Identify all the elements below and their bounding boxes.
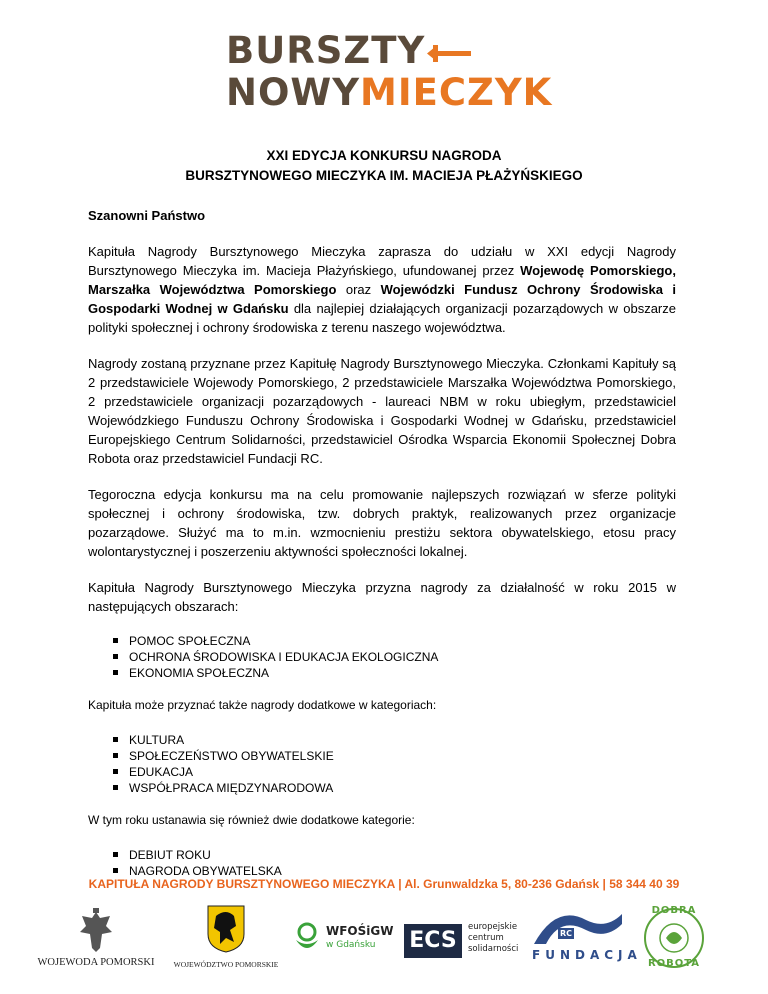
sponsor-logos [0,900,768,980]
list-item: WSPÓŁPRACA MIĘDZYNARODOWA [113,780,676,796]
document-title [0,146,768,186]
logo-wojewodztwo-pomorskie [168,904,284,969]
paragraph-areas-intro: Kapituła Nagrody Bursztynowego Mieczyka przyzna nagrody za działalność w roku 2015 w następujących obszarach: [88,580,676,614]
para1-text-2: oraz [336,282,381,297]
new-categories-list [88,847,676,879]
para1-bold-2: Wojewódzki Fundusz Ochrony Środowiska i Gospodarki Wodnej w Gdańsku [88,282,676,316]
wojewodztwo-label: WOJEWÓDZTWO POMORSKIE [173,960,279,969]
wojewoda-label: WOJEWODA POMORSKI [37,957,155,968]
wfosigw-name: WFOŚiGW [326,924,394,938]
greeting-text: Szanowni Państwo [88,208,206,223]
logo-dobra-robota [642,904,706,972]
list-item: KULTURA [113,732,676,748]
polish-eagle-icon [76,908,116,954]
logo-text-mieczyk: MIECZYK [360,71,553,114]
title-line-2: BURSZTYNOWEGO MIECZYKA IM. MACIEJA PŁAŻYŃSKIEGO [185,168,583,183]
list-item: NAGRODA OBYWATELSKA [113,863,676,879]
para1-text-1: Kapituła Nagrody Bursztynowego Mieczyka zaprasza do udziału w XXI edycji Nagrody Bursztynowego Mieczyka im. Macieja Płażyńskiego, ufundowanej przez [88,244,676,278]
paragraph-jury: Nagrody zostaną przyznane przez Kapitułę Nagrody Bursztynowego Mieczyka. Członkami Kapituły są 2 przedstawiciele Wojewody Pomorskiego, 2 przedstawiciele Marszałka Województwa Pomorskiego, 2 przedstawiciele organizacji pozarządowych - laureaci NBM w roku ubiegłym, przedstawiciel Wojewódzkiego Funduszu Ochrony Środowiska i Gospodarki Wodnej w Gdańsku, przedstawiciel Europejskiego Centrum Solidarności, przedstawiciel Ośrodka Wsparcia Ekonomii Społecznej Dobra Robota oraz przedstawiciel Fundacji RC. [88,356,676,466]
areas-list [88,633,676,681]
dobra-label: DOBRA [651,905,697,916]
list-item: EDUKACJA [113,764,676,780]
logo-fundacja-rc [524,910,642,966]
paragraph-invitation [88,242,676,337]
robota-label: ROBOTA [647,958,701,969]
fundacja-label: FUNDACJA [532,948,642,962]
ecs-text [468,922,518,955]
list-item: EKONOMIA SPOŁECZNA [113,665,676,681]
footer-contact: KAPITUŁA NAGRODY BURSZTYNOWEGO MIECZYKA | Al. Grunwaldzka 5, 80-236 Gdańsk | 58 344 40 39 [88,877,680,891]
ecs-line-3: solidarności [468,944,519,954]
list-item: DEBIUT ROKU [113,847,676,863]
logo-text-line1: BURSZTY [226,29,426,72]
wfosigw-city: w Gdańsku [326,940,376,950]
ecs-mark: ECS [404,924,462,958]
greeting [88,206,676,225]
logo-text-nowy: NOWY [226,71,361,114]
rc-badge: RC [560,929,573,938]
rc-wave-icon [526,910,626,946]
logo-wojewoda-pomorski [28,908,164,968]
paragraph-goal: Tegoroczna edycja konkursu ma na celu promowanie najlepszych rozwiązań w sferze polityki społecznej i ochrony środowiska, tzw. dobrych praktyk, realizowanych przez organizacje pozarządowe. Służyć ma to m.in. wzmocnieniu prestiżu sektora obywatelskiego, etosu pracy wolontarystycznej i poszerzeniu aktywności społeczności lokalnej. [88,487,676,559]
list-item: OCHRONA ŚRODOWISKA I EDUKACJA EKOLOGICZNA [113,649,676,665]
document-body [88,206,676,894]
ecs-line-2: centrum [468,933,504,943]
para1-text-3: dla najlepiej działających organizacji pozarządowych w obszarze polityki społecznej i ochrony środowiska z terenu naszego województwa. [88,301,676,335]
logo-wfosigw [292,920,396,964]
paragraph-extra-intro: Kapituła może przyznać także nagrody dodatkowe w kategoriach: [88,698,437,712]
list-item: SPOŁECZEŃSTWO OBYWATELSKIE [113,748,676,764]
wfosigw-leaf-icon [292,922,322,956]
extra-categories-list [88,732,676,796]
ecs-line-1: europejskie [468,922,518,932]
list-item: POMOC SPOŁECZNA [113,633,676,649]
brand-logo [226,30,552,114]
paragraph-new-intro: W tym roku ustanawia się również dwie dodatkowe kategorie: [88,813,415,827]
logo-arrow-icon [427,43,471,63]
title-line-1: XXI EDYCJA KONKURSU NAGRODA [266,148,502,163]
griffin-shield-icon [206,904,246,954]
logo-ecs [404,922,522,962]
para1-bold-1: Wojewodę Pomorskiego, Marszałka Województwa Pomorskiego [88,263,676,297]
